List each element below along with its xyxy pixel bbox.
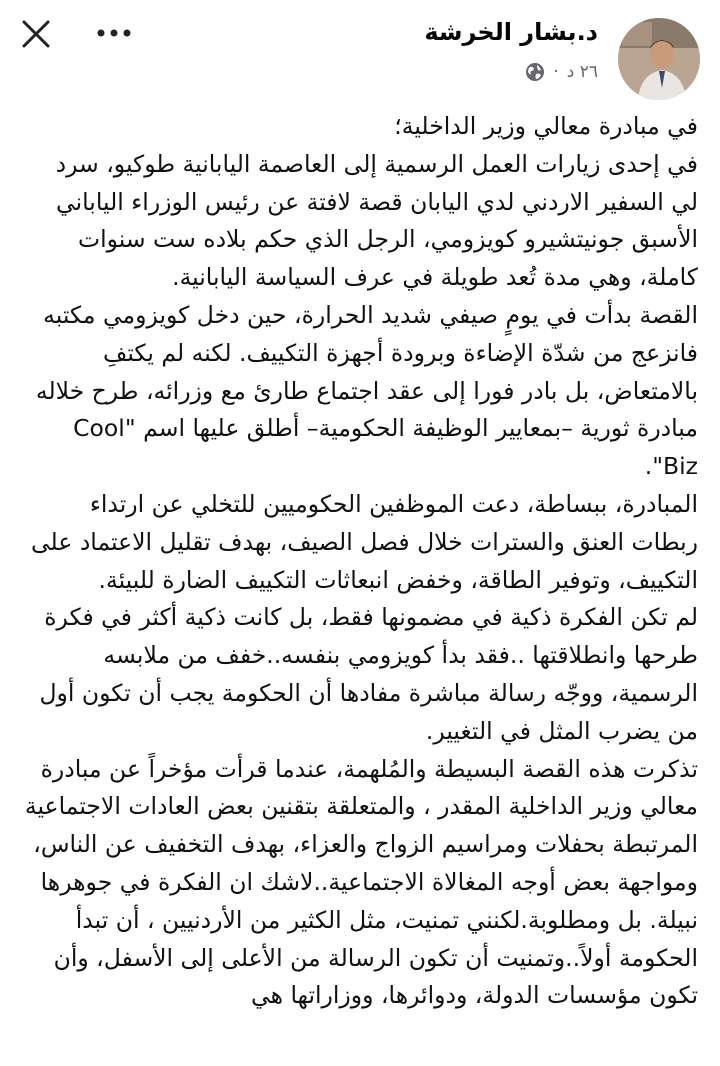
more-options-button[interactable] [92,18,136,48]
post-paragraph: المبادرة، ببساطة، دعت الموظفين الحكوميين للتخلي عن ارتداء ربطات العنق والسترات خلال فصل الصيف، بهدف تقليل الاعتماد على التكييف، وتوفير الطاقة، وخفض انبعاثات التكييف الضارة للبيئة. [30,489,698,594]
post-timestamp[interactable]: ٢٦ د [566,62,598,82]
more-icon [96,28,132,38]
globe-icon[interactable] [525,62,545,82]
close-button[interactable] [18,16,54,52]
close-icon [21,19,51,49]
post-body [22,108,698,1015]
post-paragraph: في مبادرة معالي وزير الداخلية؛ [394,112,698,140]
post-paragraph: في إحدى زيارات العمل الرسمية إلى العاصمة اليابانية طوكيو، سرد لي السفير الاردني لدي اليابان قصة لافتة عن رئيس الوزراء الياباني الأسبق جونيتشيرو كويزومي، الرجل الذي حكم بلاده ست سنوات كاملة، وهي مدة تُعد طويلة في عرف السياسة اليابانية. [55,149,698,292]
post-header [0,0,720,110]
post-paragraph: تذكرت هذه القصة البسيطة والمُلهمة، عندما قرأت مؤخراً عن مبادرة معالي وزير الداخلية المقدر ، والمتعلقة بتقنين بعض العادات الاجتماعية المرتبطة بحفلات ومراسيم الزواج والعزاء، بهدف التخفيف عن الناس، ومواجهة بعض أوجه المغالاة الاجتماعية..لاشك ان الفكرة في جوهرها نبيلة. بل ومطلوبة.لكنني تمنيت، مثل الكثير من الأردنيين ، أن تبدأ الحكومة أولاً..وتمنيت أن تكون الرسالة من الأعلى إلى الأسفل، وأن تكون مؤسسات الدولة، ودوائرها، ووزاراتها هي [24,754,698,1010]
meta-separator: · [553,62,559,82]
author-avatar[interactable] [618,18,700,100]
post-meta [525,62,598,82]
post-paragraph: لم تكن الفكرة ذكية في مضمونها فقط، بل كانت ذكية أكثر في فكرة طرحها وانطلاقتها ..فقد بدأ كويزومي بنفسه..خفف من ملابسه الرسمية، ووجّه رسالة مباشرة مفادها أن الحكومة يجب أن تكون أول من يضرب المثل في التغيير. [39,603,698,745]
post-paragraph: القصة بدأت في يومٍ صيفي شديد الحرارة، حين دخل كويزومي مكتبه فانزعج من شدّة الإضاءة وبرودة أجهزة التكييف. لكنه لم يكتفِ بالامتعاض، بل بادر فورا إلى عقد اجتماع طارئ مع وزرائه، طرح خلاله مبادرة ثورية –بمعايير الوظيفة الحكومية– أطلق عليها اسم "Cool Biz". [35,300,698,481]
author-name[interactable]: د.بشار الخرشة [424,18,598,46]
